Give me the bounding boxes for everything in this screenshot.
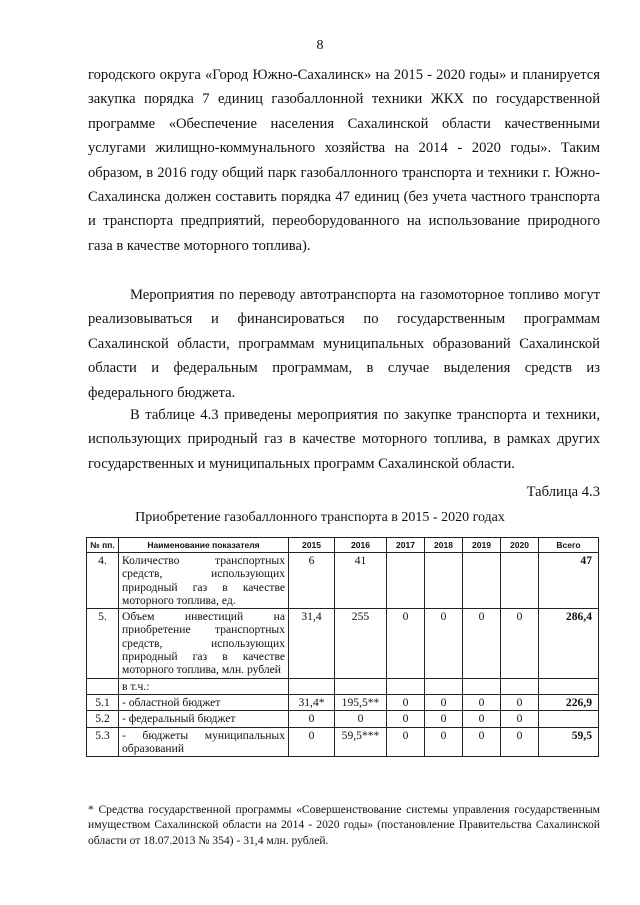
header-2016: 2016: [335, 538, 387, 553]
cell-2018: 0: [425, 727, 463, 757]
cell-2020: 0: [501, 694, 539, 710]
row-name: - областной бюджет: [119, 694, 289, 710]
cell-2017: 0: [387, 711, 425, 727]
row-num: 4.: [87, 553, 119, 609]
cell-2015: 31,4*: [289, 694, 335, 710]
row-num: 5.2: [87, 711, 119, 727]
cell-total: 47: [539, 553, 599, 609]
cell-2016: [335, 678, 387, 694]
cell-2019: [463, 553, 501, 609]
header-2020: 2020: [501, 538, 539, 553]
cell-2018: 0: [425, 711, 463, 727]
row-num: 5.3: [87, 727, 119, 757]
cell-2017: 0: [387, 727, 425, 757]
paragraph-2: Мероприятия по переводу автотранспорта на газомоторное топливо могут реализовываться и финансироваться по государственным программам Сахалинской области, программам муниципальных образований Сахалинской области и федеральным программам, в случае выделения средств из федерального бюджета.: [88, 287, 600, 401]
cell-2015: 0: [289, 727, 335, 757]
footnote: * Средства государственной программы «Совершенствование системы управления государственным имуществом Сахалинской области на 2014 - 2020 годы» (постановление Правительства Сахалинской области от 18.07.2013 № 354) - 31,4 млн. рублей.: [88, 803, 600, 847]
row-num: 5.: [87, 609, 119, 678]
row-num: [87, 678, 119, 694]
cell-total: [539, 711, 599, 727]
cell-2018: 0: [425, 609, 463, 678]
cell-2017: [387, 553, 425, 609]
header-name: Наименование показателя: [119, 538, 289, 553]
cell-2018: [425, 553, 463, 609]
row-name: Количество транспортных средств, использующих природный газ в качестве моторного топлива, ед.: [119, 553, 289, 609]
header-num: № пп.: [87, 538, 119, 553]
cell-2020: 0: [501, 609, 539, 678]
cell-2016: 59,5***: [335, 727, 387, 757]
cell-2018: [425, 678, 463, 694]
cell-2020: 0: [501, 727, 539, 757]
cell-2018: 0: [425, 694, 463, 710]
header-2019: 2019: [463, 538, 501, 553]
paragraph-1: городского округа «Город Южно-Сахалинск» на 2015 - 2020 годы» и планируется закупка порядка 7 единиц газобаллонной техники ЖКХ по государственной программе «Обеспечение населения Сахалинской области качественными услугами жилищно-коммунального хозяйства на 2014 - 2020 годы». Таким образом, в 2016 году общий парк газобаллонного транспорта и техники г. Южно-Сахалинска должен составить порядка 47 единиц (без учета частного транспорта и транспорта предприятий, переоборудованного на использование природного газа в качестве моторного топлива).: [88, 67, 600, 254]
cell-2015: 31,4: [289, 609, 335, 678]
table-row: [87, 609, 599, 678]
header-2017: 2017: [387, 538, 425, 553]
header-total: Всего: [539, 538, 599, 553]
cell-2020: [501, 553, 539, 609]
header-2015: 2015: [289, 538, 335, 553]
cell-2016: 255: [335, 609, 387, 678]
row-name: Объем инвестиций на приобретение транспортных средств, использующих природный газ в качестве моторного топлива, млн. рублей: [119, 609, 289, 678]
cell-2019: 0: [463, 609, 501, 678]
row-name: - бюджеты муниципальных образований: [119, 727, 289, 757]
cell-2019: 0: [463, 711, 501, 727]
paragraph-3: В таблице 4.3 приведены мероприятия по закупке транспорта и техники, использующих природный газ в качестве моторного топлива, в рамках других государственных и муниципальных программ Сахалинской области.: [88, 407, 600, 472]
header-2018: 2018: [425, 538, 463, 553]
cell-2019: 0: [463, 694, 501, 710]
cell-total: 226,9: [539, 694, 599, 710]
cell-2020: 0: [501, 711, 539, 727]
cell-total: [539, 678, 599, 694]
cell-2016: 195,5**: [335, 694, 387, 710]
cell-2016: 41: [335, 553, 387, 609]
cell-2016: 0: [335, 711, 387, 727]
page-number: 8: [316, 38, 324, 53]
table-row: [87, 553, 599, 609]
table-label: Таблица 4.3: [526, 484, 600, 500]
investment-table: [86, 537, 599, 757]
cell-total: 286,4: [539, 609, 599, 678]
table-row: [87, 694, 599, 710]
table-row: [87, 727, 599, 757]
cell-2015: 0: [289, 711, 335, 727]
cell-2019: [463, 678, 501, 694]
cell-2017: [387, 678, 425, 694]
table-header-row: [87, 538, 599, 553]
cell-2015: [289, 678, 335, 694]
table-row: [87, 711, 599, 727]
cell-2019: 0: [463, 727, 501, 757]
table-row: [87, 678, 599, 694]
cell-2017: 0: [387, 694, 425, 710]
cell-2020: [501, 678, 539, 694]
cell-2017: 0: [387, 609, 425, 678]
table-title: Приобретение газобаллонного транспорта в 2015 - 2020 годах: [135, 510, 505, 525]
cell-total: 59,5: [539, 727, 599, 757]
row-num: 5.1: [87, 694, 119, 710]
row-name: в т.ч.:: [119, 678, 289, 694]
row-name: - федеральный бюджет: [119, 711, 289, 727]
cell-2015: 6: [289, 553, 335, 609]
